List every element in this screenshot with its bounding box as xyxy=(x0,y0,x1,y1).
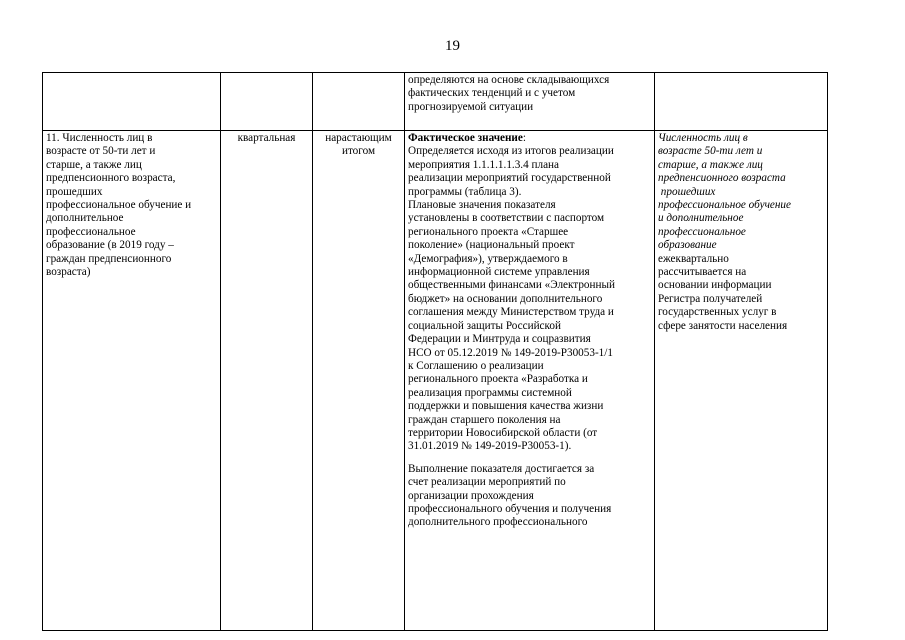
text-line: профессиональное обучение xyxy=(658,199,791,212)
text-line: предпенсионного возраста, xyxy=(46,172,176,185)
text-line: дополнительное xyxy=(46,212,124,225)
text-line: регионального проекта «Разработка и xyxy=(408,373,588,386)
text-line: мероприятия 1.1.1.1.1.3.4 плана xyxy=(408,158,559,171)
text-line: предпенсионного возраста xyxy=(658,172,786,185)
text-line: Определяется исходя из итогов реализации xyxy=(408,145,614,158)
text-line: Регистра получателей xyxy=(658,292,763,305)
text-line: сфере занятости населения xyxy=(658,319,788,332)
source-text xyxy=(658,253,824,333)
text-line: социальной защиты Российской xyxy=(408,319,561,332)
text-line: реализации мероприятий государственной xyxy=(408,172,611,185)
text-line: возрасте 50-ти лет и xyxy=(658,145,763,158)
text-line: территории Новосибирской области (от xyxy=(408,426,598,439)
cell-method xyxy=(405,131,655,631)
text-line: профессиональное обучение и xyxy=(46,199,192,212)
text-line: фактических тенденций и с учетом xyxy=(408,87,576,100)
cell-source xyxy=(655,131,828,631)
text-line: поддержки и повышения качества жизни xyxy=(408,400,604,413)
text-line: рассчитывается на xyxy=(658,266,747,279)
cell-indicator xyxy=(43,131,221,631)
text-line: определяются на основе складывающихся xyxy=(408,74,610,86)
text-line: счет реализации мероприятий по xyxy=(408,476,566,489)
text-line: прошедших xyxy=(658,185,716,198)
text-line: государственных услуг в xyxy=(658,306,777,319)
text-line: возрасте от 50-ти лет и xyxy=(46,145,156,158)
text-line: информационной системе управления xyxy=(408,266,590,279)
method-text xyxy=(408,74,651,114)
text-line: дополнительного профессионального xyxy=(408,516,588,529)
periodicity-value: квартальная xyxy=(237,132,296,144)
text-line: граждан старшего поколения на xyxy=(408,413,561,426)
text-line: профессиональное xyxy=(46,225,136,238)
text-line: основании информации xyxy=(658,279,772,292)
cell-indicator xyxy=(43,73,221,131)
table-row xyxy=(43,73,828,131)
text-line: Численность лиц в xyxy=(658,132,748,144)
text-line: профессиональное xyxy=(658,225,746,238)
text-line: поколение» (национальный проект xyxy=(408,239,575,252)
accumulation-value xyxy=(316,132,401,159)
text-line: бюджет» на основании дополнительного xyxy=(408,292,603,305)
method-text-continued xyxy=(408,463,651,530)
text-line: к Соглашению о реализации xyxy=(408,359,544,372)
text-line: соглашения между Министерством труда и xyxy=(408,306,614,319)
text-line: граждан предпенсионного xyxy=(46,252,172,265)
cell-accumulation xyxy=(313,73,405,131)
text-line: 31.01.2019 № 149-2019-Р30053-1). xyxy=(408,440,572,453)
method-heading xyxy=(408,132,651,145)
text-line: ежеквартально xyxy=(658,252,729,265)
text-line: образование xyxy=(658,239,717,252)
text-line: общественными финансами «Электронный xyxy=(408,279,616,292)
cell-periodicity xyxy=(221,73,313,131)
cell-method xyxy=(405,73,655,131)
text-line: прошедших xyxy=(46,185,103,198)
text-line: организации прохождения xyxy=(408,489,534,502)
text-line: прогнозируемой ситуации xyxy=(408,100,534,113)
table-row xyxy=(43,131,828,631)
text-line: регионального проекта «Старшее xyxy=(408,225,569,238)
text-line: профессионального обучения и получения xyxy=(408,502,612,515)
text-line: программы (таблица 3). xyxy=(408,185,522,198)
text-line: старше, а также лиц xyxy=(46,158,142,171)
source-italic-text xyxy=(658,132,824,253)
text-line: НСО от 05.12.2019 № 149-2019-Р30053-1/1 xyxy=(408,346,613,359)
text-line: 11. Численность лиц в xyxy=(46,132,153,144)
method-text xyxy=(408,132,651,454)
text-line: реализация программы системной xyxy=(408,386,572,399)
text-line: нарастающим xyxy=(325,132,392,144)
page-number: 19 xyxy=(445,38,460,54)
text-line: Выполнение показателя достигается за xyxy=(408,462,595,475)
text-line: «Демография»), утверждаемого в xyxy=(408,252,568,265)
cell-accumulation xyxy=(313,131,405,631)
text-line: итогом xyxy=(341,145,376,158)
text-line: установлены в соответствии с паспортом xyxy=(408,212,605,225)
method-label-suffix: : xyxy=(522,132,526,144)
text-line: возраста) xyxy=(46,266,91,279)
text-line: и дополнительное xyxy=(658,212,744,225)
indicator-table xyxy=(42,72,828,631)
cell-source xyxy=(655,73,828,131)
cell-periodicity xyxy=(221,131,313,631)
text-line: образование (в 2019 году – xyxy=(46,239,174,252)
text-line: Федерации и Минтруда и соцразвития xyxy=(408,333,591,346)
text-line: Плановые значения показателя xyxy=(408,199,556,212)
method-label: Фактическое значение xyxy=(408,132,523,144)
text-line: старше, а также лиц xyxy=(658,158,763,171)
indicator-name xyxy=(46,132,217,279)
